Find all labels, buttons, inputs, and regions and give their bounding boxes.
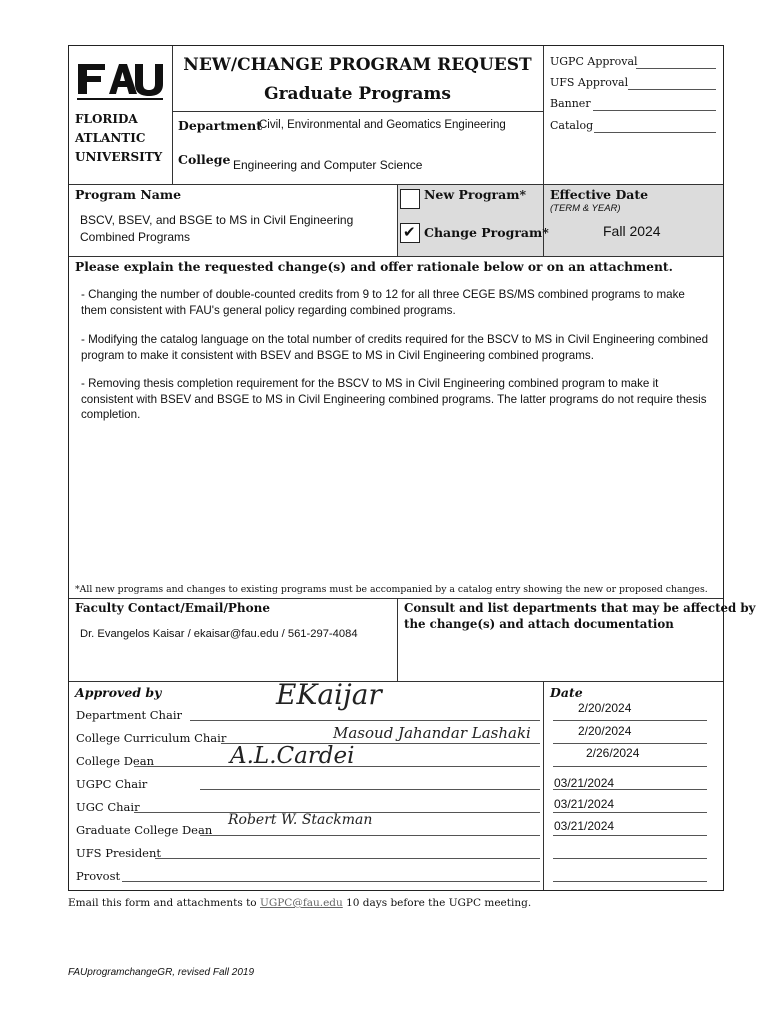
email-suffix: 10 days before the UGPC meeting. (346, 897, 532, 909)
approval-role-label: College Curriculum Chair (76, 731, 227, 745)
signature: Robert W. Stackman (228, 812, 373, 828)
program-name-line2: Combined Programs (80, 230, 191, 244)
signature: A.L.Cardei (230, 743, 355, 769)
signature: EKaijar (276, 678, 382, 711)
faculty-contact-value: Dr. Evangelos Kaisar / ekaisar@fau.edu / 561-297-4084 (80, 628, 358, 640)
email-prefix: Email this form and attachments to (68, 897, 257, 909)
signature-line[interactable] (122, 881, 540, 882)
title-underline (172, 111, 543, 112)
ugpc-approval-line (636, 68, 716, 69)
ugpc-approval-label: UGPC Approval (550, 55, 638, 68)
ufs-approval-line (628, 89, 716, 90)
date-line[interactable] (553, 743, 707, 744)
university-line1: FLORIDA (75, 112, 138, 126)
fau-logo (75, 58, 165, 102)
form-id: FAUprogramchangeGR, revised Fall 2019 (68, 967, 255, 978)
approval-role-label: UGC Chair (76, 800, 140, 814)
check-mark-icon: ✔ (403, 223, 416, 241)
rationale-paragraph-1: - Changing the number of double-counted credits from 9 to 12 for all three CEGE BS/MS combined programs to make them consistent with FAU's general policy regarding combined programs. (81, 288, 685, 317)
contact-bottom-line (69, 681, 723, 682)
approval-date: 2/20/2024 (578, 701, 632, 715)
program-divider (397, 184, 398, 256)
rationale-paragraph-3: - Removing thesis completion requirement for the BSCV to MS in Civil Engineering combined program to make it consistent with BSEV and BSGE to MS in Civil Engineering combined programs. The latter programs do not require thesis completion. (81, 377, 707, 421)
approval-role-label: College Dean (76, 754, 154, 768)
new-program-checkbox[interactable] (400, 189, 420, 209)
date-column-divider (543, 681, 544, 890)
date-line[interactable] (553, 835, 707, 836)
approval-date: 2/20/2024 (578, 724, 632, 738)
rationale-paragraph-2: - Modifying the catalog language on the total number of credits required for the BSCV to MS in Civil Engineering combined program to make it consistent with BSEV and BSGE to MS in Civil Engineering combined programs. (81, 333, 709, 362)
banner-line (593, 110, 716, 111)
approval-role-label: Provost (76, 869, 121, 883)
signature: Masoud Jahandar Lashaki (333, 724, 531, 742)
form-title: NEW/CHANGE PROGRAM REQUEST (183, 55, 532, 75)
change-program-label: Change Program* (424, 225, 549, 240)
approved-by-label: Approved by (75, 685, 162, 700)
university-line2: ATLANTIC (75, 131, 146, 145)
date-line[interactable] (553, 720, 707, 721)
consult-label-line1: Consult and list departments that may be affected by (404, 601, 756, 615)
department-value: Civil, Environmental and Geomatics Engineering (259, 119, 506, 131)
approval-date: 2/26/2024 (586, 746, 640, 760)
date-line[interactable] (553, 881, 707, 882)
catalog-footnote: *All new programs and changes to existing programs must be accompanied by a catalog entry showing the new or proposed changes. (75, 584, 708, 595)
rationale-bottom-line (69, 598, 723, 599)
date-line[interactable] (553, 766, 707, 767)
banner-label: Banner (550, 97, 591, 110)
change-program-checkbox[interactable] (400, 223, 420, 243)
header-bottom-line (69, 184, 723, 185)
approval-date: 03/21/2024 (554, 776, 615, 790)
approval-role-label: Department Chair (76, 708, 182, 722)
approval-date: 03/21/2024 (554, 797, 615, 811)
form-subtitle: Graduate Programs (264, 84, 451, 104)
date-line[interactable] (553, 812, 707, 813)
effective-date-label: Effective Date (550, 187, 649, 202)
contact-divider (397, 598, 398, 681)
ugpc-email-link[interactable]: UGPC@fau.edu (259, 897, 343, 909)
effective-date-value: Fall 2024 (603, 223, 661, 239)
college-value: Engineering and Computer Science (233, 158, 423, 172)
signature-line[interactable] (200, 789, 540, 790)
approval-date: 03/21/2024 (554, 819, 615, 833)
signature-line[interactable] (190, 720, 540, 721)
program-name-label: Program Name (75, 187, 182, 202)
email-instructions (68, 897, 531, 909)
catalog-label: Catalog (550, 119, 594, 132)
college-label: College (178, 152, 231, 167)
catalog-line (594, 132, 716, 133)
program-bottom-line (69, 256, 723, 257)
signature-line[interactable] (155, 858, 540, 859)
date-line[interactable] (553, 858, 707, 859)
rationale-heading: Please explain the requested change(s) and offer rationale below or on an attachment. (75, 259, 673, 274)
ufs-approval-label: UFS Approval (550, 76, 629, 89)
consult-label-line2: the change(s) and attach documentation (404, 617, 674, 631)
effective-date-hint: (TERM & YEAR) (550, 203, 621, 214)
signature-line[interactable] (200, 835, 540, 836)
new-program-label: New Program* (424, 187, 527, 202)
program-name-line1: BSCV, BSEV, and BSGE to MS in Civil Engineering (80, 213, 354, 227)
university-line3: UNIVERSITY (75, 150, 163, 164)
faculty-contact-label: Faculty Contact/Email/Phone (75, 601, 270, 615)
date-label: Date (550, 685, 583, 700)
approval-role-label: UFS President (76, 846, 162, 860)
approval-role-label: UGPC Chair (76, 777, 148, 791)
fau-logo-graphic (75, 58, 165, 102)
approval-role-label: Graduate College Dean (76, 823, 213, 837)
department-label: Department (178, 118, 263, 133)
